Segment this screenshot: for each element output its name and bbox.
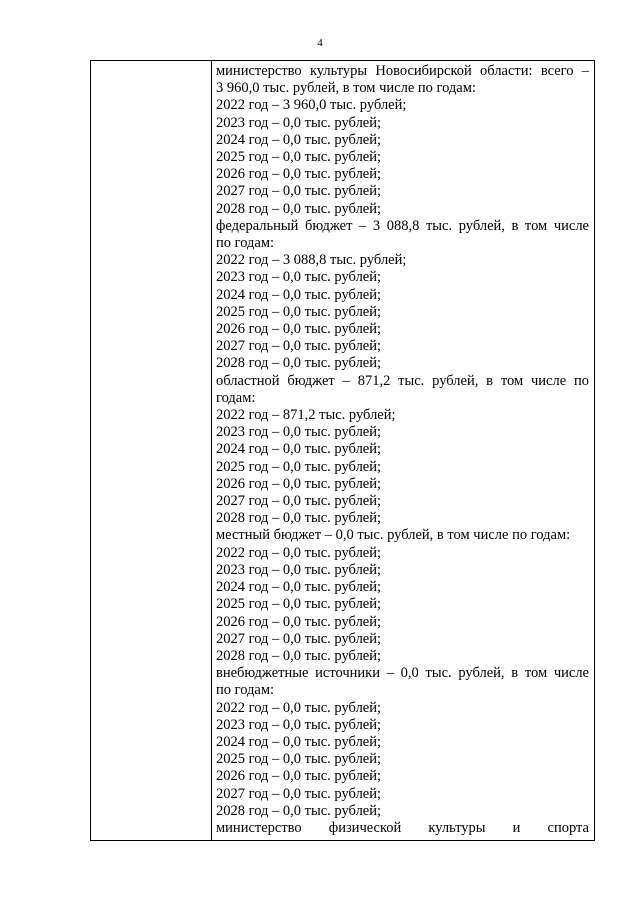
text-line: 2028 год – 0,0 тыс. рублей; [216,647,382,664]
text-line: 2022 год – 871,2 тыс. рублей; [216,407,396,424]
text-line: 2023 год – 0,0 тыс. рублей; [216,114,382,131]
text-line: 2023 год – 0,0 тыс. рублей; [216,716,382,733]
text-line: 2022 год – 3 960,0 тыс. рублей; [216,97,407,114]
text-line: 2022 год – 0,0 тыс. рублей; [216,699,382,716]
text-line: 2025 год – 0,0 тыс. рублей; [216,149,382,166]
text-line: 2026 год – 0,0 тыс. рублей; [216,321,382,338]
text-line: 2027 год – 0,0 тыс. рублей; [216,785,382,802]
text-line: 2023 год – 0,0 тыс. рублей; [216,269,382,286]
text-line: 2024 год – 0,0 тыс. рублей; [216,579,382,596]
text-line: 2026 год – 0,0 тыс. рублей; [216,613,382,630]
text-line: 2022 год – 3 088,8 тыс. рублей; [216,252,407,269]
text-line: 3 960,0 тыс. рублей, в том числе по годам: [216,80,476,97]
text-line: 2024 год – 0,0 тыс. рублей; [216,286,382,303]
text-line: министерство культуры Новосибирской области: всего – [216,63,589,79]
text-line: 2023 год – 0,0 тыс. рублей; [216,424,382,441]
text-line: министерство физической культуры и спорта [216,819,589,836]
text-line: 2025 год – 0,0 тыс. рублей; [216,458,382,475]
column-divider [211,61,212,840]
text-line: внебюджетные источники – 0,0 тыс. рублей, в том числе [216,665,589,682]
text-line: 2028 год – 0,0 тыс. рублей; [216,355,382,372]
text-line: федеральный бюджет – 3 088,8 тыс. рублей, в том числе [216,217,589,234]
text-line: 2028 год – 0,0 тыс. рублей; [216,802,382,819]
text-line: по годам: [216,235,275,252]
text-line: 2026 год – 0,0 тыс. рублей; [216,768,382,785]
text-line: 2027 год – 0,0 тыс. рублей; [216,183,382,200]
text-line: 2024 год – 0,0 тыс. рублей; [216,131,382,148]
text-line: областной бюджет – 871,2 тыс. рублей, в том числе по [216,372,589,389]
text-line: 2024 год – 0,0 тыс. рублей; [216,441,382,458]
text-line: 2028 год – 0,0 тыс. рублей; [216,200,382,217]
text-line: 2026 год – 0,0 тыс. рублей; [216,166,382,183]
text-line: 2024 год – 0,0 тыс. рублей; [216,733,382,750]
text-line: 2026 год – 0,0 тыс. рублей; [216,475,382,492]
text-line: местный бюджет – 0,0 тыс. рублей, в том числе по годам: [216,527,571,544]
text-line: 2025 год – 0,0 тыс. рублей; [216,751,382,768]
text-line: по годам: [216,682,275,699]
text-line: 2027 год – 0,0 тыс. рублей; [216,338,382,355]
financing-table [90,60,595,841]
page-number: 4 [317,37,323,49]
text-line: 2028 год – 0,0 тыс. рублей; [216,510,382,527]
text-line: 2027 год – 0,0 тыс. рублей; [216,493,382,510]
text-line: годам: [216,389,256,406]
financing-cell [216,63,589,837]
text-line: 2025 год – 0,0 тыс. рублей; [216,596,382,613]
text-line: 2027 год – 0,0 тыс. рублей; [216,630,382,647]
text-line: 2025 год – 0,0 тыс. рублей; [216,303,382,320]
text-line: 2023 год – 0,0 тыс. рублей; [216,561,382,578]
text-line: 2022 год – 0,0 тыс. рублей; [216,544,382,561]
